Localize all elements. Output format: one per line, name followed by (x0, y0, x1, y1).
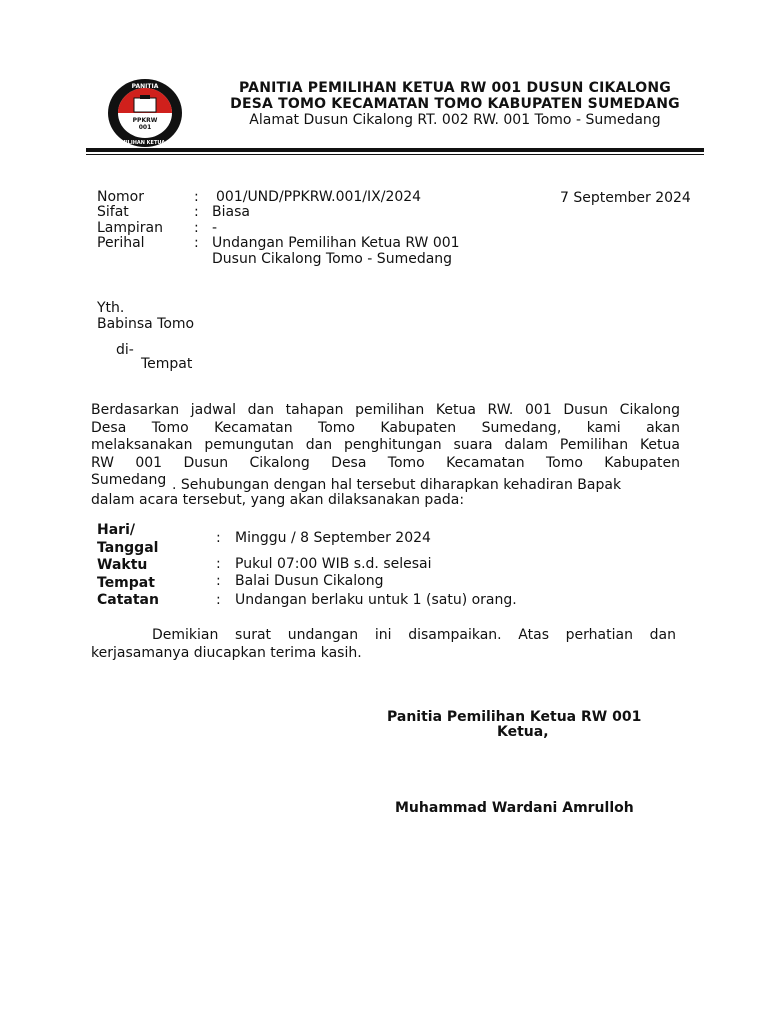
body-line: Berdasarkan jadwal dan tahapan pemilihan Ketua RW. 001 Dusun Cikalong (91, 402, 680, 418)
schedule-hari-label: Hari/ (97, 522, 135, 538)
schedule-colon: : (216, 592, 221, 608)
recipient-place: Tempat (141, 356, 193, 372)
nomor-value: 001/UND/PPKRW.001/IX/2024 (216, 189, 422, 205)
schedule-tempat-label: Tempat (97, 575, 155, 591)
signature-name: Muhammad Wardani Amrulloh (395, 800, 634, 816)
perihal-value-line1: Undangan Pemilihan Ketua RW 001 (212, 235, 460, 251)
committee-logo (107, 78, 183, 148)
letterhead-subtitle: DESA TOMO KECAMATAN TOMO KABUPATEN SUMEDANG (230, 96, 680, 112)
signature-org: Panitia Pemilihan Ketua RW 001 (387, 709, 642, 725)
sifat-value: Biasa (212, 204, 250, 220)
nomor-label: Nomor (97, 189, 144, 205)
body-line: melaksanakan pemungutan dan penghitungan suara dalam Pemilihan Ketua (91, 437, 680, 453)
closing-line: kerjasamanya diucapkan terima kasih. (91, 644, 362, 661)
letterhead-title: PANITIA PEMILIHAN KETUA RW 001 DUSUN CIKALONG (239, 80, 671, 96)
letter-date: 7 September 2024 (560, 190, 691, 206)
sifat-label: Sifat (97, 204, 129, 220)
nomor-colon: : (194, 189, 199, 205)
letterhead-address: Alamat Dusun Cikalong RT. 002 RW. 001 Tomo - Sumedang (249, 112, 661, 128)
closing-line: Demikian surat undangan ini disampaikan. Atas perhatian dan (152, 627, 676, 643)
lampiran-label: Lampiran (97, 220, 164, 236)
closing-paragraph (91, 627, 676, 662)
schedule-colon: : (216, 556, 221, 572)
logo-number: 001 (138, 124, 152, 131)
schedule-colon: : (216, 573, 221, 589)
lampiran-colon: : (194, 220, 199, 236)
perihal-value-line2: Dusun Cikalong Tomo - Sumedang (212, 251, 453, 267)
schedule-waktu-value: Pukul 07:00 WIB s.d. selesai (235, 556, 432, 572)
body-line: RW 001 Dusun Cikalong Desa Tomo Kecamatan Tomo Kabupaten (91, 454, 680, 471)
logo-code: PPKRW (132, 117, 158, 124)
perihal-colon: : (194, 235, 199, 251)
perihal-label: Perihal (97, 235, 145, 251)
body-line-sehubungan: . Sehubungan dengan hal tersebut diharapkan kehadiran Bapak (172, 477, 622, 493)
body-line-sumedang: Sumedang (91, 472, 167, 488)
signature-role: Ketua, (497, 724, 549, 740)
body-paragraph (91, 402, 680, 472)
body-line: dalam acara tersebut, yang akan dilaksanakan pada: (91, 492, 465, 508)
schedule-catatan-value: Undangan berlaku untuk 1 (satu) orang. (235, 592, 517, 608)
body-line: Desa Tomo Kecamatan Tomo Kabupaten Sumedang, kami akan (91, 419, 680, 436)
letterhead-rule-thin (86, 154, 704, 155)
recipient-name: Babinsa Tomo (97, 316, 195, 332)
letterhead-rule (86, 148, 704, 152)
recipient-salutation: Yth. (97, 300, 125, 316)
lampiran-value: - (212, 220, 218, 236)
schedule-tanggal-label: Tanggal (97, 540, 159, 556)
logo-top-text: PANITIA (131, 83, 159, 90)
schedule-hari-value: Minggu / 8 September 2024 (235, 530, 431, 546)
schedule-tempat-value: Balai Dusun Cikalong (235, 573, 384, 589)
schedule-catatan-label: Catatan (97, 592, 159, 608)
schedule-colon: : (216, 530, 221, 546)
recipient-di: di- (116, 342, 134, 358)
schedule-waktu-label: Waktu (97, 557, 148, 573)
sifat-colon: : (194, 204, 199, 220)
logo-bottom-text: PEMILIHAN KETUA RW (113, 140, 177, 146)
